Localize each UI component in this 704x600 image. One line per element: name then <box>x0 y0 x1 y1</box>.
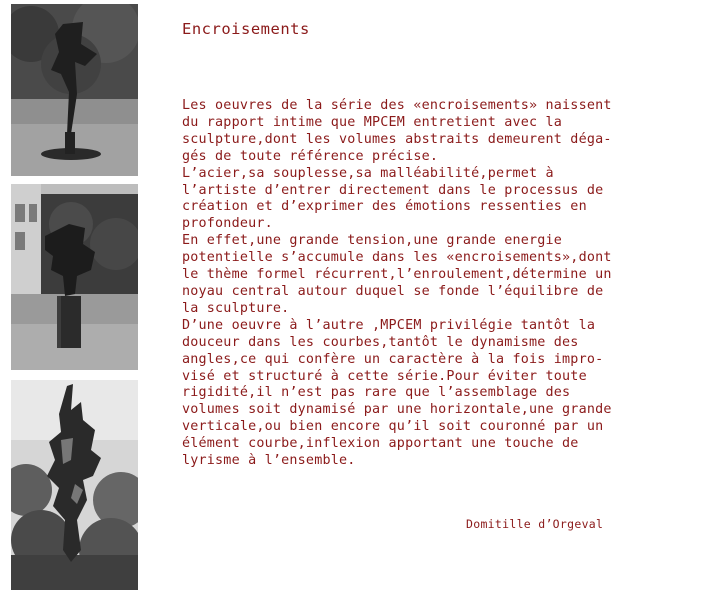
page-title: Encroisements <box>182 20 310 38</box>
body-line: le thème formel récurrent,l’enroulement,détermine un <box>182 267 612 283</box>
body-line: gés de toute référence précise. <box>182 148 439 164</box>
body-line: potentielle s’accumule dans les «encroisements»,dont <box>182 250 612 266</box>
body-line: verticale,ou bien encore qu’il soit couronné par un <box>182 419 604 435</box>
body-line: du rapport intime que MPCEM entretient avec la <box>182 114 563 130</box>
body-text <box>182 98 682 470</box>
body-line: création et d’exprimer des émotions ressenties en <box>182 199 587 215</box>
body-line: Les oeuvres de la série des «encroisements» naissent <box>182 98 612 113</box>
body-line: douceur dans les courbes,tantôt le dynamisme des <box>182 334 579 350</box>
body-line: profondeur. <box>182 216 273 232</box>
body-line: l’artiste d’entrer directement dans le processus de <box>182 182 604 198</box>
body-line: En effet,une grande tension,une grande energie <box>182 233 563 249</box>
body-line: élément courbe,inflexion apportant une touche de <box>182 436 579 452</box>
body-line: volumes soit dynamisé par une horizontale,une grande <box>182 402 612 418</box>
body-line: visé et structuré à cette série.Pour éviter toute <box>182 368 587 384</box>
body-line: noyau central autour duquel se fonde l’équilibre de <box>182 283 604 299</box>
sculpture-photo-2-image <box>11 184 138 370</box>
sculpture-photo-1-image <box>11 4 138 176</box>
sculpture-photo-3-image <box>11 380 138 590</box>
author-signature: Domitille d’Orgeval <box>466 517 604 531</box>
body-line: angles,ce qui confère un caractère à la fois impro- <box>182 351 604 367</box>
sculpture-photo-1 <box>11 4 138 176</box>
sculpture-photo-3 <box>11 380 138 590</box>
body-line: la sculpture. <box>182 300 290 316</box>
body-line: D’une oeuvre à l’autre ,MPCEM privilégie tantôt la <box>182 317 596 333</box>
sculpture-photo-2 <box>11 184 138 370</box>
body-line: sculpture,dont les volumes abstraits demeurent déga- <box>182 131 612 147</box>
body-line: rigidité,il n’est pas rare que l’assemblage des <box>182 385 571 401</box>
body-line: L’acier,sa souplesse,sa malléabilité,permet à <box>182 165 554 181</box>
body-line: lyrisme à l’ensemble. <box>182 453 356 469</box>
